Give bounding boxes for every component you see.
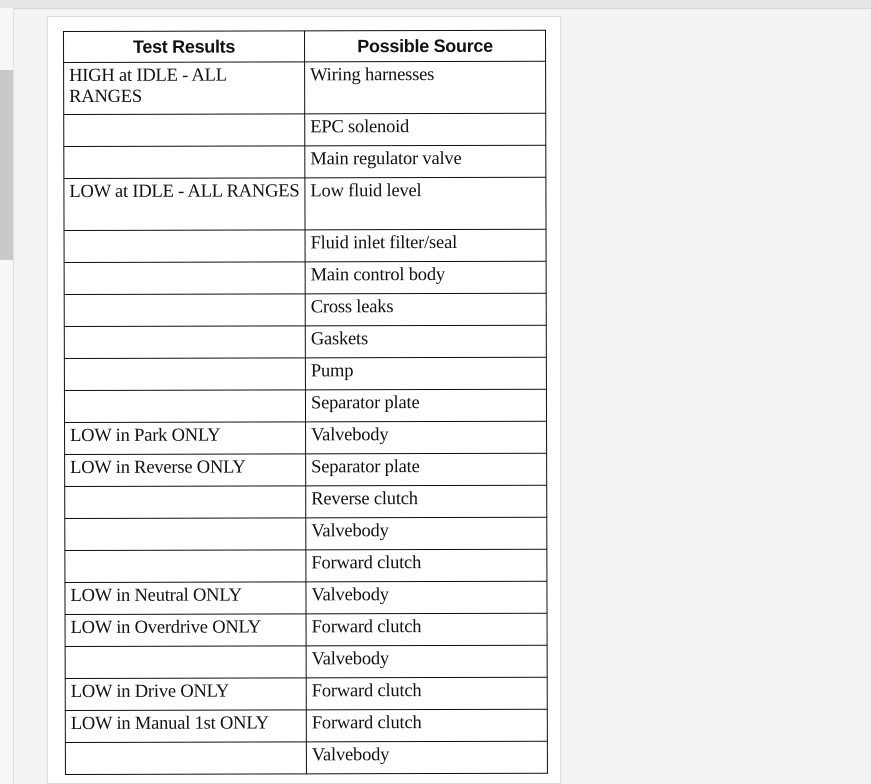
table-row (64, 357, 546, 390)
possible-source-cell: Cross leaks (305, 293, 546, 326)
table-row (64, 325, 546, 358)
test-result-cell (65, 486, 306, 519)
table-row (65, 645, 547, 678)
table-row (64, 145, 546, 178)
test-result-cell (64, 146, 305, 179)
test-result-cell: LOW in Overdrive ONLY (65, 614, 306, 647)
table-row (64, 61, 546, 114)
possible-source-cell: Forward clutch (306, 709, 547, 742)
test-result-cell (65, 646, 306, 679)
possible-source-cell: Pump (305, 357, 546, 390)
possible-source-cell: Forward clutch (306, 549, 547, 582)
test-result-cell: LOW at IDLE - ALL RANGES (64, 178, 305, 231)
possible-source-cell: Wiring harnesses (305, 61, 546, 114)
possible-source-cell: Fluid inlet filter/seal (305, 229, 546, 262)
table-row (65, 485, 547, 518)
test-result-cell (64, 114, 305, 147)
test-result-cell (64, 326, 305, 359)
possible-source-cell: Valvebody (306, 517, 547, 550)
possible-source-cell: EPC solenoid (305, 113, 546, 146)
table-row (65, 709, 547, 742)
possible-source-cell: Valvebody (306, 421, 547, 454)
table-row (64, 177, 546, 230)
possible-source-cell: Valvebody (306, 741, 547, 774)
test-result-cell (64, 358, 305, 391)
possible-source-cell: Low fluid level (305, 177, 546, 230)
test-result-cell: LOW in Manual 1st ONLY (65, 710, 306, 743)
viewer-scrollbar-thumb[interactable] (0, 70, 13, 260)
table-row (65, 517, 547, 550)
table-header-row (64, 30, 546, 62)
table-row (64, 261, 546, 294)
test-result-cell: LOW in Reverse ONLY (65, 454, 306, 487)
pressure-test-table (63, 30, 548, 775)
possible-source-cell: Valvebody (306, 581, 547, 614)
test-result-cell (65, 518, 306, 551)
test-result-cell (65, 550, 306, 583)
table-row (64, 293, 546, 326)
test-result-cell: LOW in Drive ONLY (65, 678, 306, 711)
test-result-cell: LOW in Park ONLY (65, 422, 306, 455)
viewer-top-bar (0, 0, 871, 9)
table-row (65, 549, 547, 582)
table-row (64, 113, 546, 146)
possible-source-cell: Forward clutch (306, 677, 547, 710)
table-row (65, 613, 547, 646)
table-row (65, 421, 547, 454)
test-result-cell: LOW in Neutral ONLY (65, 582, 306, 615)
possible-source-cell: Main control body (305, 261, 546, 294)
possible-source-cell: Forward clutch (306, 613, 547, 646)
test-result-cell (64, 294, 305, 327)
table-row (65, 677, 547, 710)
header-possible-source: Possible Source (305, 30, 546, 62)
table-row (64, 389, 546, 422)
possible-source-cell: Separator plate (306, 453, 547, 486)
test-result-cell: HIGH at IDLE - ALL RANGES (64, 62, 305, 115)
test-result-cell (65, 742, 306, 775)
possible-source-cell: Valvebody (306, 645, 547, 678)
table-row (64, 229, 546, 262)
table-row (65, 581, 547, 614)
table-row (65, 453, 547, 486)
table-body (64, 61, 548, 774)
table-row (65, 741, 547, 774)
test-result-cell (64, 262, 305, 295)
possible-source-cell: Separator plate (305, 389, 546, 422)
possible-source-cell: Gaskets (305, 325, 546, 358)
possible-source-cell: Reverse clutch (306, 485, 547, 518)
document-page (47, 16, 561, 784)
test-result-cell (64, 390, 305, 423)
test-result-cell (64, 230, 305, 263)
header-test-results: Test Results (64, 31, 305, 63)
possible-source-cell: Main regulator valve (305, 145, 546, 178)
viewer-scrollbar-track[interactable] (0, 8, 14, 784)
